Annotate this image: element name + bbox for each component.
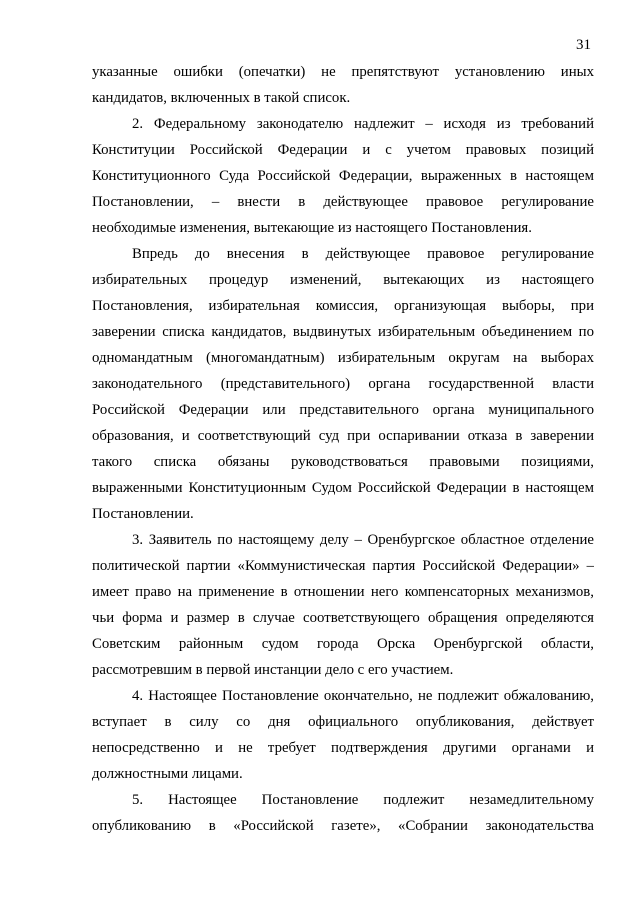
text-line: вступает в силу со дня официального опубликования, действует [92,714,594,730]
text-line: непосредственно и не требует подтверждения другими органами и [92,740,594,756]
text-line: Конституционного Суда Российской Федерации, выраженных в настоящем [92,168,594,184]
text-line: необходимые изменения, вытекающие из настоящего Постановления. [92,220,532,236]
text-line: Советским районным судом города Орска Оренбургской области, [92,636,594,652]
text-line: политической партии «Коммунистическая партия Российской Федерации» – [92,558,594,574]
text-line: такого списка обязаны руководствоваться правовыми позициями, [92,454,594,470]
page-number: 31 [576,37,591,53]
text-line: Постановлении. [92,506,194,522]
text-line: чьи форма и размер в случае соответствующего обращения определяются [92,610,594,626]
text-line: 3. Заявитель по настоящему делу – Оренбургское областное отделение [132,532,594,548]
text-line: кандидатов, включенных в такой список. [92,90,351,106]
text-line: указанные ошибки (опечатки) не препятствуют установлению иных [92,64,594,80]
text-line: Впредь до внесения в действующее правовое регулирование [132,246,594,262]
text-line: имеет право на применение в отношении него компенсаторных механизмов, [92,584,594,600]
text-line: Конституции Российской Федерации и с учетом правовых позиций [92,142,594,158]
text-line: 4. Настоящее Постановление окончательно, не подлежит обжалованию, [132,688,594,704]
text-line: Постановления, избирательная комиссия, организующая выборы, при [92,298,594,314]
text-line: 2. Федеральному законодателю надлежит – исходя из требований [132,116,594,132]
text-line: Постановлении, – внести в действующее правовое регулирование [92,194,594,210]
text-line: выраженными Конституционным Судом Российской Федерации в настоящем [92,480,594,496]
text-line: должностными лицами. [92,766,243,782]
text-line: Российской Федерации или представительного органа муниципального [92,402,594,418]
text-line: 5. Настоящее Постановление подлежит незамедлительному [132,792,594,808]
text-line: опубликованию в «Российской газете», «Собрании законодательства [92,818,594,834]
text-line: заверении списка кандидатов, выдвинутых избирательным объединением по [92,324,594,340]
text-line: законодательного (представительного) органа государственной власти [92,376,594,392]
text-line: рассмотревшим в первой инстанции дело с его участием. [92,662,454,678]
text-line: избирательных процедур изменений, вытекающих из настоящего [92,272,594,288]
text-line: образования, и соответствующий суд при оспаривании отказа в заверении [92,428,594,444]
text-line: одномандатным (многомандатным) избирательным округам на выборах [92,350,594,366]
